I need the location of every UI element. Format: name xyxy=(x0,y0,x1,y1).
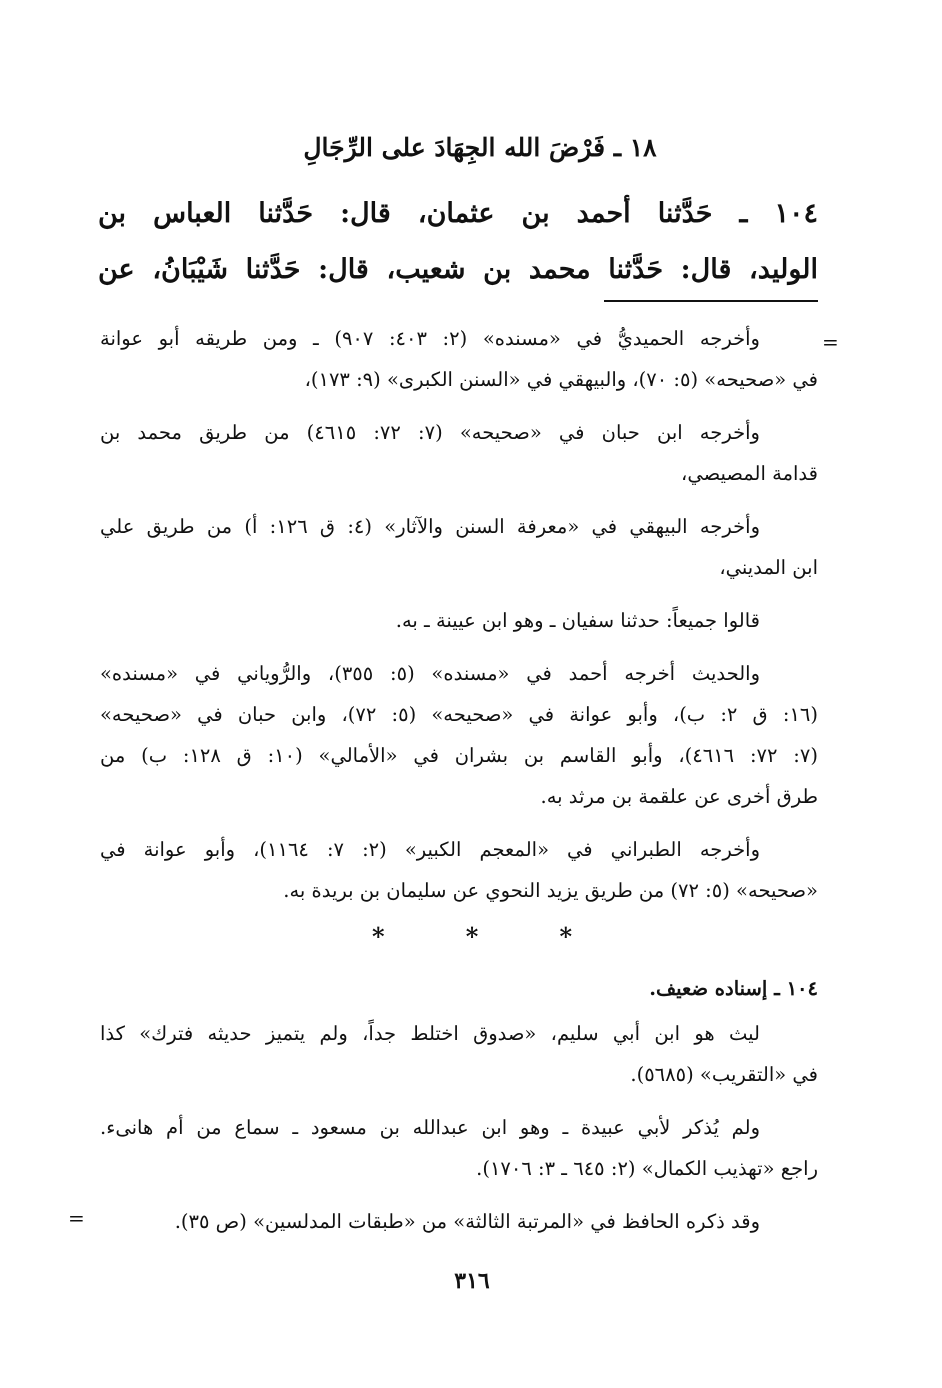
commentary-paragraph xyxy=(100,1107,818,1189)
commentary-line: ليث هو ابن أبي سليم، «صدوق اختلط جداً، ولم يتميز حديثه فترك» كذا xyxy=(100,1022,760,1045)
footnote-line: ابن المديني، xyxy=(719,556,818,579)
footnote-separator-rule xyxy=(604,300,818,302)
commentary-paragraph xyxy=(100,1013,818,1095)
footnote-line: وأخرجه الطبراني في «المعجم الكبير» (٢: ٧: ١١٦٤)، وأبو عوانة في xyxy=(100,838,760,861)
commentary-title: ١٠٤ ـ إسناده ضعيف. xyxy=(649,977,818,1000)
footnote-paragraph xyxy=(100,506,818,588)
footnote-paragraph xyxy=(100,653,818,817)
footnote-line: وأخرجه البيهقي في «معرفة السنن والآثار» (٤: ق ١٢٦: أ) من طريق علي xyxy=(100,515,760,538)
commentary-line: في «التقريب» (٥٦٨٥). xyxy=(630,1063,818,1086)
hadith-line: الوليد، قال: حَدَّثنا محمد بن شعيب، قال: حَدَّثنا شَيْبَانُ، عن xyxy=(98,254,818,285)
commentary-paragraph xyxy=(100,1201,818,1242)
hadith-text xyxy=(98,186,818,298)
separator-star: * xyxy=(559,922,572,951)
isnad-commentary xyxy=(100,968,818,1254)
page-number: ٣١٦ xyxy=(454,1268,490,1294)
commentary-line: ولم يُذكر لأبي عبيدة ـ وهو ابن عبدالله بن مسعود ـ سماع من أم هانىء. xyxy=(100,1116,760,1139)
commentary-line: وقد ذكره الحافظ في «المرتبة الثالثة» من «طبقات المدلسين» (ص ٣٥). xyxy=(174,1210,760,1233)
footnote-line: «صحيحه» (٥: ٧٢) من طريق يزيد النحوي عن سليمان بن بريدة به. xyxy=(283,879,818,902)
footnote-paragraph xyxy=(100,318,818,400)
footnote-line: قدامة المصيصي، xyxy=(681,462,818,485)
separator-star: * xyxy=(372,922,385,951)
continuation-mark-top: = xyxy=(822,330,839,354)
footnote-line: قالوا جميعاً: حدثنا سفيان ـ وهو ابن عيينة ـ به. xyxy=(395,609,760,632)
hadith-line: ١٠٤ ـ حَدَّثنا أحمد بن عثمان، قال: حَدَّثنا العباس بن xyxy=(98,198,818,229)
separator-star: * xyxy=(465,922,479,951)
continuation-mark-bottom: = xyxy=(68,1206,85,1230)
footnote-line: والحديث أخرجه أحمد في «مسنده» (٥: ٣٥٥)، والرُّوياني في «مسنده» xyxy=(100,662,760,685)
footnote-paragraph xyxy=(100,600,818,641)
footnotes xyxy=(100,318,818,923)
footnote-line: طرق أخرى عن علقمة بن مرثد به. xyxy=(540,785,818,808)
footnote-line: وأخرجه ابن حبان في «صحيحه» (٧: ٧٢: ٤٦١٥) من طريق محمد بن xyxy=(100,421,760,444)
chapter-heading: ١٨ ـ فَرْضَ الله الجِهَادَ على الرِّجَالِ xyxy=(303,133,657,162)
footnote-paragraph xyxy=(100,412,818,494)
footnote-line: في «صحيحه» (٥: ٧٠)، والبيهقي في «السنن الكبرى» (٩: ١٧٣)، xyxy=(304,368,818,391)
section-separator xyxy=(372,922,572,952)
footnote-line: (٧: ٧٢: ٤٦١٦)، وأبو القاسم بن بشران في «الأمالي» (١٠: ق ١٢٨: ب) من xyxy=(100,744,818,767)
footnote-line: وأخرجه الحميديُّ في «مسنده» (٢: ٤٠٣: ٩٠٧) ـ ومن طريقه أبو عوانة xyxy=(100,327,760,350)
footnote-line: (١٦: ق ٢: ب)، وأبو عوانة في «صحيحه» (٥: ٧٢)، وابن حبان في «صحيحه» xyxy=(100,703,818,726)
footnote-paragraph xyxy=(100,829,818,911)
commentary-line: راجع «تهذيب الكمال» (٢: ٦٤٥ ـ ٣: ١٧٠٦). xyxy=(476,1157,818,1180)
